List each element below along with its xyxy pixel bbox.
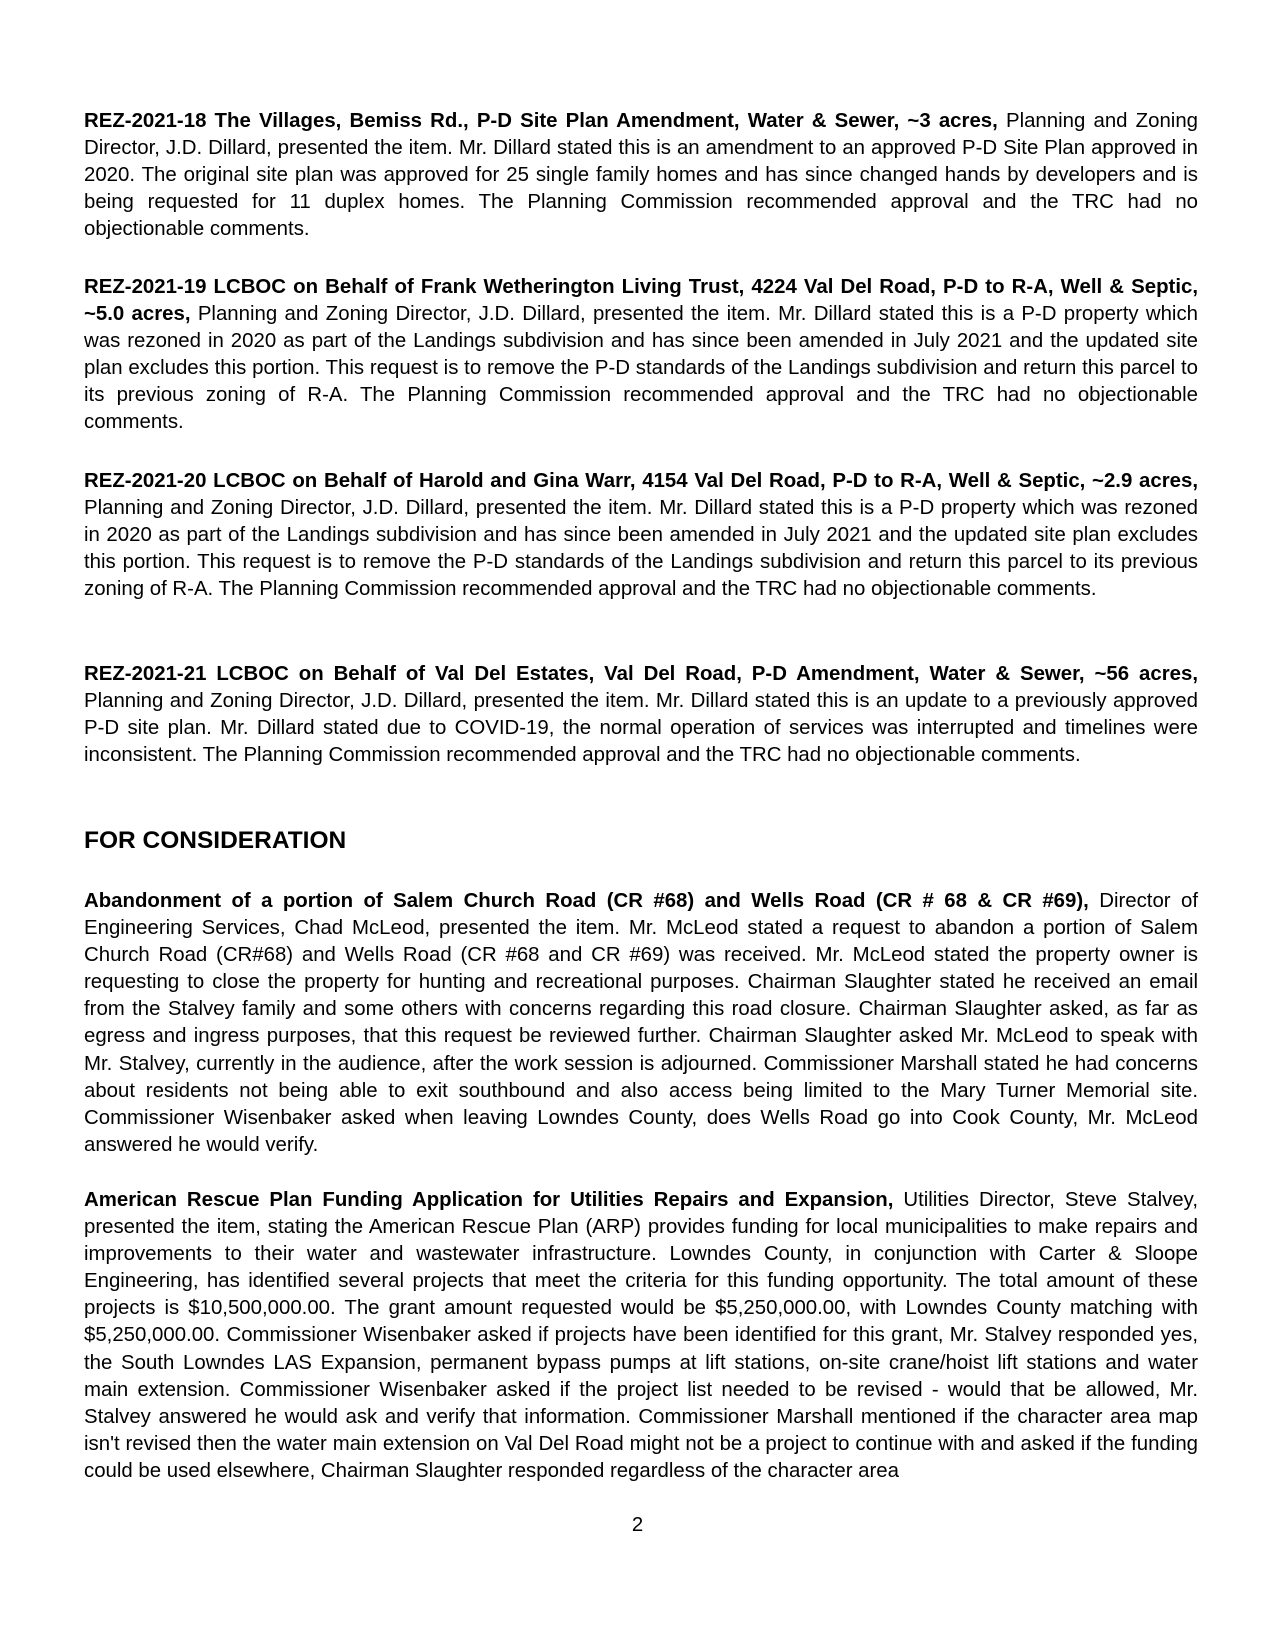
- consideration-item-body: Utilities Director, Steve Stalvey, presented the item, stating the American Rescue Plan (ARP) provides funding for local municipalities to make repairs and improvements to their water and wastewater infrastructure. Lowndes County, in conjunction with Carter & Sloope Engineering, has identified several projects that meet the criteria for this funding opportunity. The total amount of these projects is $10,500,000.00. The grant amount requested would be $5,250,000.00, with Lowndes County matching with $5,250,000.00. Commissioner Wisenbaker asked if projects have been identified for this grant, Mr. Stalvey responded yes, the South Lowndes LAS Expansion, permanent bypass pumps at lift stations, on-site crane/hoist lift stations and water main extension. Commissioner Wisenbaker asked if the project list needed to be revised - would that be allowed, Mr. Stalvey answered he would ask and verify that information. Commissioner Marshall mentioned if the character area map isn't revised then the water main extension on Val Del Road might not be a project to continue with and asked if the funding could be used elsewhere, Chairman Slaughter responded regardless of the character area: [84, 1189, 1198, 1482]
- agenda-item-rez-2021-21: [84, 661, 1198, 769]
- consideration-item-title: Abandonment of a portion of Salem Church Road (CR #68) and Wells Road (CR # 68 & CR #69),: [84, 890, 1089, 912]
- agenda-item-rez-2021-20: [84, 468, 1198, 603]
- agenda-item-body: Planning and Zoning Director, J.D. Dillard, presented the item. Mr. Dillard stated this is a P-D property which was rezoned in 2020 as part of the Landings subdivision and has since been amended in July 2021 and the updated site plan excludes this portion. This request is to remove the P-D standards of the Landings subdivision and return this parcel to its previous zoning of R-A. The Planning Commission recommended approval and the TRC had no objectionable comments.: [84, 303, 1198, 434]
- agenda-item-title: REZ-2021-21 LCBOC on Behalf of Val Del Estates, Val Del Road, P-D Amendment, Water & Sewer, ~56 acres,: [84, 663, 1198, 685]
- consideration-item-body: Director of Engineering Services, Chad McLeod, presented the item. Mr. McLeod stated a request to abandon a portion of Salem Church Road (CR#68) and Wells Road (CR #68 and CR #69) was received. Mr. McLeod stated the property owner is requesting to close the property for hunting and recreational purposes. Chairman Slaughter stated he received an email from the Stalvey family and some others with concerns regarding this road closure. Chairman Slaughter asked, as far as egress and ingress purposes, that this request be reviewed further. Chairman Slaughter asked Mr. McLeod to speak with Mr. Stalvey, currently in the audience, after the work session is adjourned. Commissioner Marshall stated he had concerns about residents not being able to exit southbound and also access being limited to the Mary Turner Memorial site. Commissioner Wisenbaker asked when leaving Lowndes County, does Wells Road go into Cook County, Mr. McLeod answered he would verify.: [84, 890, 1198, 1156]
- section-heading: FOR CONSIDERATION: [84, 827, 347, 854]
- agenda-item-body: Planning and Zoning Director, J.D. Dillard, presented the item. Mr. Dillard stated this is a P-D property which was rezoned in 2020 as part of the Landings subdivision and has since been amended in July 2021 and the updated site plan excludes this portion. This request is to remove the P-D standards of the Landings subdivision and return this parcel to its previous zoning of R-A. The Planning Commission recommended approval and the TRC had no objectionable comments.: [84, 497, 1198, 601]
- agenda-item-title: REZ-2021-19 LCBOC on Behalf of Frank Wetherington Living Trust, 4224 Val Del Road, P-D to R-A, Well & Septic, ~5.0 acres,: [84, 276, 1198, 326]
- consideration-item-road-abandonment: [84, 888, 1198, 1159]
- agenda-item-body: Planning and Zoning Director, J.D. Dillard, presented the item. Mr. Dillard stated this is an amendment to an approved P-D Site Plan approved in 2020. The original site plan was approved for 25 single family homes and has since changed hands by developers and is being requested for 11 duplex homes. The Planning Commission recommended approval and the TRC had no objectionable comments.: [84, 110, 1198, 241]
- page-number: 2: [631, 1514, 644, 1536]
- agenda-item-title: REZ-2021-20 LCBOC on Behalf of Harold and Gina Warr, 4154 Val Del Road, P-D to R-A, Well & Septic, ~2.9 acres,: [84, 470, 1198, 492]
- agenda-item-rez-2021-19: [84, 274, 1198, 437]
- consideration-item-arp-funding: [84, 1187, 1198, 1485]
- agenda-item-title: REZ-2021-18 The Villages, Bemiss Rd., P-D Site Plan Amendment, Water & Sewer, ~3 acres,: [84, 110, 998, 132]
- agenda-item-body: Planning and Zoning Director, J.D. Dillard, presented the item. Mr. Dillard stated this is an update to a previously approved P-D site plan. Mr. Dillard stated due to COVID-19, the normal operation of services was interrupted and timelines were inconsistent. The Planning Commission recommended approval and the TRC had no objectionable comments.: [84, 690, 1198, 767]
- agenda-item-rez-2021-18: [84, 108, 1198, 243]
- consideration-item-title: American Rescue Plan Funding Application for Utilities Repairs and Expansion,: [84, 1189, 894, 1211]
